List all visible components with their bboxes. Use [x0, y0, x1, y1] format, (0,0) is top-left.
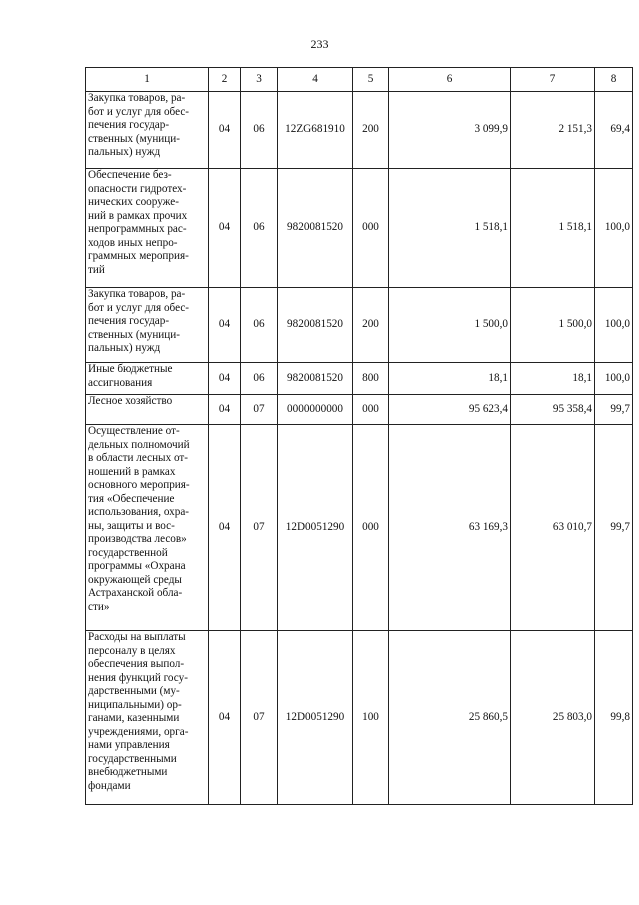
header-cell-5: 5	[353, 68, 389, 92]
section-code-cell: 04	[209, 395, 241, 425]
section-code-cell: 04	[209, 92, 241, 169]
planned-amount-cell: 3 099,9	[389, 92, 511, 169]
expense-type-cell: 000	[353, 425, 389, 631]
execution-percent-cell: 69,4	[595, 92, 633, 169]
row-name-cell: Обеспечение без- опасности гидротех- нических сооруже- ний в рамках прочих непрограммных рас- ходов иных непро- граммных мероприя- тий	[86, 169, 209, 288]
planned-amount-cell: 1 518,1	[389, 169, 511, 288]
header-cell-8: 8	[595, 68, 633, 92]
expense-type-cell: 000	[353, 395, 389, 425]
row-name-cell: Иные бюджетные ассигнования	[86, 363, 209, 395]
subsection-code-cell: 06	[241, 288, 278, 363]
page-number: 233	[310, 37, 329, 51]
subsection-code-cell: 06	[241, 363, 278, 395]
table-row	[86, 92, 633, 169]
section-code-cell: 04	[209, 363, 241, 395]
actual-amount-cell: 18,1	[511, 363, 595, 395]
planned-amount-cell: 63 169,3	[389, 425, 511, 631]
execution-percent-cell: 100,0	[595, 288, 633, 363]
execution-percent-cell: 100,0	[595, 363, 633, 395]
expense-type-cell: 800	[353, 363, 389, 395]
execution-percent-cell: 99,8	[595, 631, 633, 805]
table-row	[86, 363, 633, 395]
actual-amount-cell: 2 151,3	[511, 92, 595, 169]
row-name-cell: Осуществление от- дельных полномочий в области лесных от- ношений в рамках основного мероприя- тия «Обеспечение использования, охра- ны, защиты и вос- производства лесов» государственной программы «Охрана окружающей среды Астраханской обла- сти»	[86, 425, 209, 631]
expense-type-cell: 000	[353, 169, 389, 288]
target-article-cell: 12D0051290	[278, 425, 353, 631]
expense-type-cell: 200	[353, 288, 389, 363]
execution-percent-cell: 99,7	[595, 425, 633, 631]
budget-table	[85, 67, 633, 805]
planned-amount-cell: 1 500,0	[389, 288, 511, 363]
table-row	[86, 395, 633, 425]
header-row	[86, 68, 633, 92]
planned-amount-cell: 25 860,5	[389, 631, 511, 805]
subsection-code-cell: 07	[241, 631, 278, 805]
subsection-code-cell: 06	[241, 92, 278, 169]
table-row	[86, 425, 633, 631]
section-code-cell: 04	[209, 631, 241, 805]
target-article-cell: 0000000000	[278, 395, 353, 425]
target-article-cell: 9820081520	[278, 363, 353, 395]
actual-amount-cell: 1 518,1	[511, 169, 595, 288]
subsection-code-cell: 06	[241, 169, 278, 288]
target-article-cell: 9820081520	[278, 288, 353, 363]
row-name-cell: Расходы на выплаты персоналу в целях обеспечения выпол- нения функций госу- дарственными (му- ниципальными) ор- ганами, казенными учреждениями, орга- нами управления государственными внебюджетными фондами	[86, 631, 209, 805]
execution-percent-cell: 100,0	[595, 169, 633, 288]
expense-type-cell: 200	[353, 92, 389, 169]
execution-percent-cell: 99,7	[595, 395, 633, 425]
header-cell-3: 3	[241, 68, 278, 92]
header-cell-1: 1	[86, 68, 209, 92]
row-name-cell: Лесное хозяйство	[86, 395, 209, 425]
header-cell-4: 4	[278, 68, 353, 92]
subsection-code-cell: 07	[241, 395, 278, 425]
actual-amount-cell: 1 500,0	[511, 288, 595, 363]
table-header	[86, 68, 633, 92]
row-name-cell: Закупка товаров, ра- бот и услуг для обес- печения государ- ственных (муници- пальных) нужд	[86, 288, 209, 363]
header-cell-7: 7	[511, 68, 595, 92]
actual-amount-cell: 25 803,0	[511, 631, 595, 805]
header-cell-6: 6	[389, 68, 511, 92]
section-code-cell: 04	[209, 288, 241, 363]
table-row	[86, 169, 633, 288]
target-article-cell: 9820081520	[278, 169, 353, 288]
actual-amount-cell: 63 010,7	[511, 425, 595, 631]
target-article-cell: 12ZG681910	[278, 92, 353, 169]
section-code-cell: 04	[209, 169, 241, 288]
expense-type-cell: 100	[353, 631, 389, 805]
row-name-cell: Закупка товаров, ра- бот и услуг для обес- печения государ- ственных (муници- пальных) нужд	[86, 92, 209, 169]
table-row	[86, 631, 633, 805]
subsection-code-cell: 07	[241, 425, 278, 631]
table-body	[86, 92, 633, 805]
actual-amount-cell: 95 358,4	[511, 395, 595, 425]
planned-amount-cell: 18,1	[389, 363, 511, 395]
planned-amount-cell: 95 623,4	[389, 395, 511, 425]
header-cell-2: 2	[209, 68, 241, 92]
table-row	[86, 288, 633, 363]
target-article-cell: 12D0051290	[278, 631, 353, 805]
section-code-cell: 04	[209, 425, 241, 631]
